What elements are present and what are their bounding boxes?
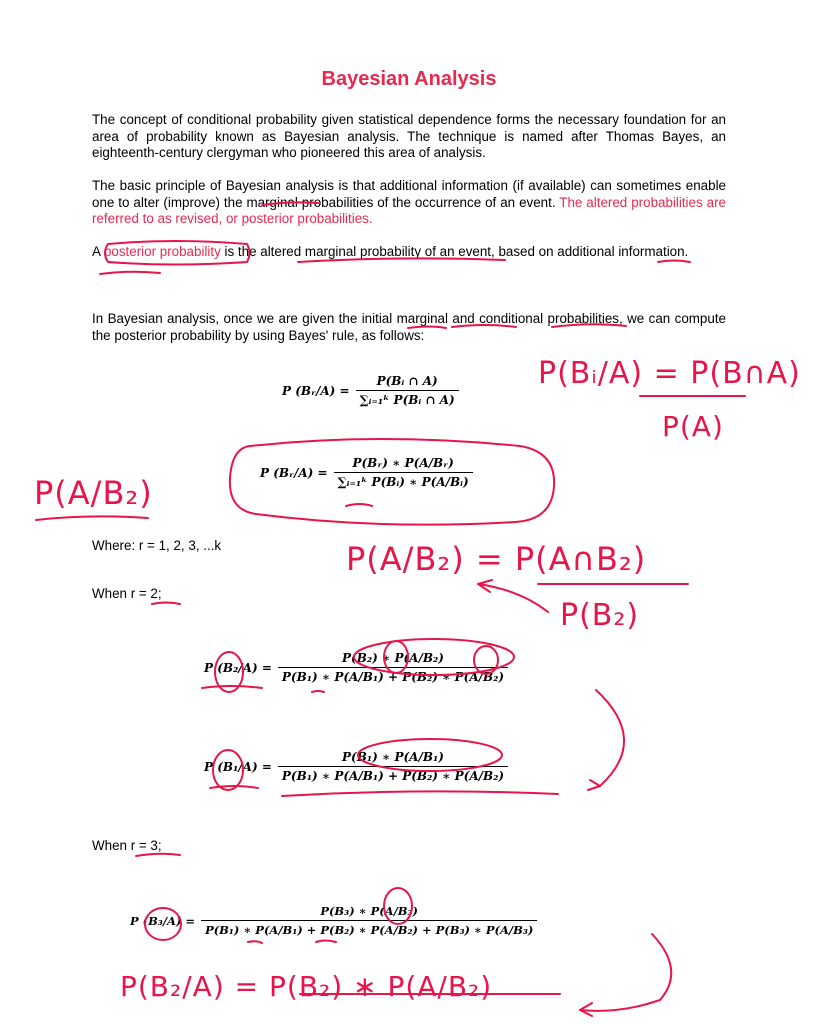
mark-under-sum xyxy=(346,504,372,506)
equation-r2-b2 xyxy=(204,651,508,684)
paragraph-principle-text: The basic principle of Bayesian analysis is that additional information (if available) can sometimes enable one to alter (improve) the marginal probabilities of the occurrence of an event. xyxy=(92,178,726,210)
underline-information xyxy=(100,272,160,274)
posterior-definition-text: is the altered marginal probability of an event, based on additional information. xyxy=(224,244,689,259)
handwritten-conditional-formula: P(Bᵢ/A) = P(B∩A) xyxy=(538,356,801,391)
equation-fraction xyxy=(278,750,508,783)
underline-r-equals-3 xyxy=(136,854,180,856)
underline-additional xyxy=(658,261,690,263)
equation-lhs: P (B₃/A) = xyxy=(130,913,196,928)
equation-numerator: P(B₁) ∗ P(A/B₁) xyxy=(342,750,444,764)
equation-fraction xyxy=(334,456,473,489)
underline-b1-eq3 xyxy=(312,691,324,692)
equation-fraction xyxy=(278,651,508,684)
page-title: Bayesian Analysis xyxy=(321,68,497,90)
underline-b2-eq5 xyxy=(316,941,336,943)
arrow-to-p-a-given-b2 xyxy=(478,580,548,612)
paragraph-intro: The concept of conditional probability given statistical dependence forms the necessary foundation for an area of probability known as Bayesian analysis. The technique is named after Thomas Bayes, an eighteenth-century clergyman who pioneered this area of analysis. xyxy=(92,112,726,160)
paragraph-posterior-definition xyxy=(92,244,726,261)
underline-lhs-eq4 xyxy=(210,786,258,788)
equation-bayes-rule xyxy=(260,456,473,489)
equation-denominator: ∑ᵢ₌₁ᵏ P(Bᵢ) ∗ P(A/Bᵢ) xyxy=(334,472,473,489)
paragraph-principle xyxy=(92,178,726,228)
equation-lhs: P (Bᵣ/A) = xyxy=(282,383,350,398)
equation-denominator: P(B₁) ∗ P(A/B₁) + P(B₂) ∗ P(A/B₂) xyxy=(278,667,508,684)
label-where-r: Where: r = 1, 2, 3, ...k xyxy=(92,538,222,553)
equation-r3-b3 xyxy=(130,904,537,937)
paragraph-bayes-rule-intro: In Bayesian analysis, once we are given the initial marginal and conditional probabilities, we can compute the posterior probability by using Bayes' rule, as follows: xyxy=(92,311,726,343)
posterior-probability-term: posterior probability xyxy=(103,244,221,259)
underline-hw2 xyxy=(36,516,148,520)
equation-numerator: P(B₃) ∗ P(A/B₃) xyxy=(320,904,418,918)
posterior-article: A xyxy=(92,244,101,259)
handwritten-p-a-given-b2: P(A/B₂) xyxy=(34,474,153,512)
underline-r-equals-2 xyxy=(152,603,180,605)
paragraph-principle-highlight: The altered probabilities are referred to as revised, or posterior probabilities. xyxy=(92,194,726,226)
handwritten-p-b2-given-a: P(B₂/A) = P(B₂) ∗ P(A/B₂) xyxy=(120,970,493,1003)
label-when-r-2: When r = 2; xyxy=(92,586,162,601)
label-when-r-3: When r = 3; xyxy=(92,838,162,853)
handwritten-p-b2-denominator: P(B₂) xyxy=(560,598,640,633)
equation-lhs: P (Bᵣ/A) = xyxy=(260,465,328,480)
equation-numerator: P(Bᵣ) ∗ P(A/Bᵣ) xyxy=(352,456,454,470)
equation-lhs: P (B₁/A) = xyxy=(204,759,272,774)
equation-r2-b1 xyxy=(204,750,508,783)
curved-arrow-eq3-to-eq4 xyxy=(588,690,624,790)
equation-fraction xyxy=(356,374,459,407)
underline-lhs-eq3 xyxy=(202,686,262,688)
handwritten-p-a-given-b2-formula: P(A/B₂) = P(A∩B₂) xyxy=(346,540,647,578)
underline-b1-eq5 xyxy=(248,941,262,943)
underline-denominator-eq4 xyxy=(282,791,558,796)
equation-numerator: P(Bᵢ ∩ A) xyxy=(376,374,438,388)
equation-denominator: P(B₁) ∗ P(A/B₁) + P(B₂) ∗ P(A/B₂) + P(B₃) ∗ P(A/B₃) xyxy=(201,920,537,937)
handwritten-conditional-denominator: P(A) xyxy=(662,410,724,443)
equation-bayes-joint xyxy=(282,374,459,407)
equation-numerator: P(B₂) ∗ P(A/B₂) xyxy=(342,651,444,665)
equation-fraction xyxy=(201,904,537,937)
equation-denominator: P(B₁) ∗ P(A/B₁) + P(B₂) ∗ P(A/B₂) xyxy=(278,766,508,783)
curved-arrow-eq5 xyxy=(580,934,671,1016)
equation-lhs: P (B₂/A) = xyxy=(204,660,272,675)
equation-denominator: ∑ᵢ₌₁ᵏ P(Bᵢ ∩ A) xyxy=(356,390,459,407)
